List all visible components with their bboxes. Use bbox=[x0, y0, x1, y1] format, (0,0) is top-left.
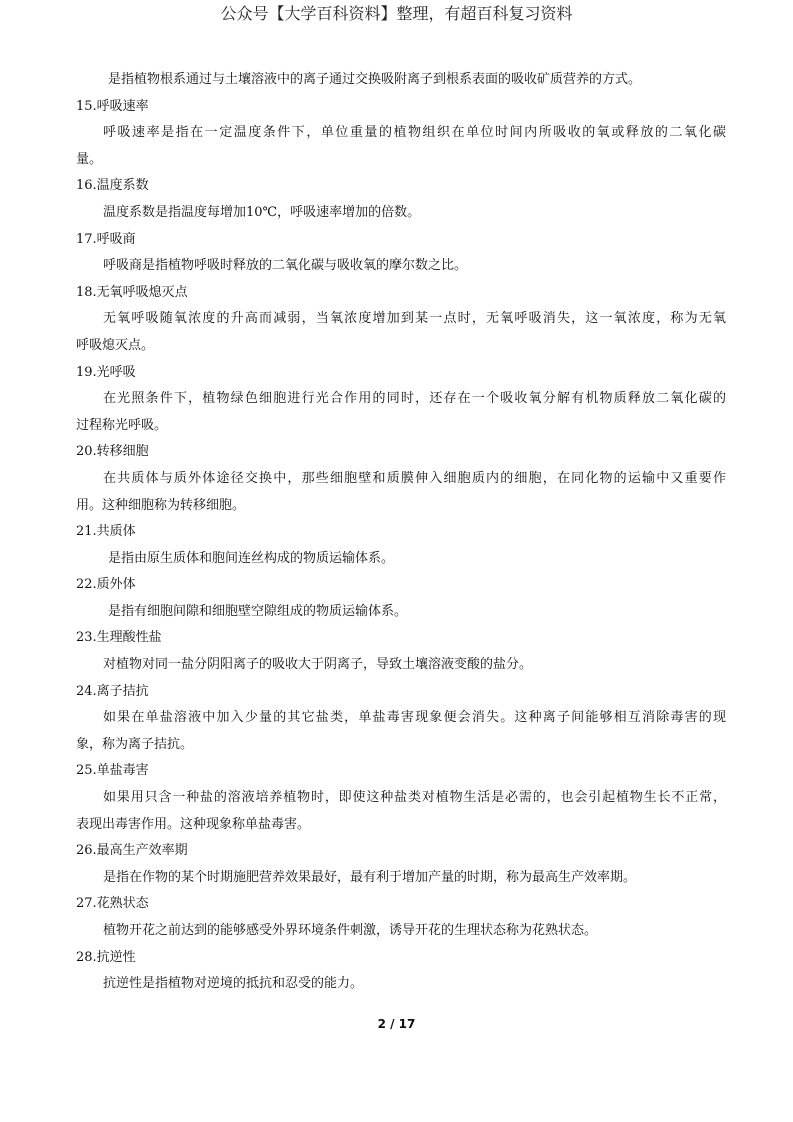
definition-line: 如果用只含一种盐的溶液培养植物时，即使这种盐类对植物生活是必需的，也会引起植物生长不正常， bbox=[103, 790, 726, 806]
term-heading: 18.无氧呼吸熄灭点 bbox=[76, 284, 188, 300]
definition-line: 呼吸速率是指在一定温度条件下，单位重量的植物组织在单位时间内所吸收的氧或释放的二氧化碳 bbox=[103, 125, 726, 141]
term-heading: 21.共质体 bbox=[76, 524, 136, 540]
term-heading: 15.呼吸速率 bbox=[76, 98, 149, 114]
definition-line: 是指在作物的某个时期施肥营养效果最好，最有利于增加产量的时期，称为最高生产效率期。 bbox=[103, 869, 637, 885]
term-heading: 20.转移细胞 bbox=[76, 444, 149, 460]
term-heading: 19.光呼吸 bbox=[76, 364, 136, 380]
term-heading: 16.温度系数 bbox=[76, 178, 149, 194]
definition-line: 是指由原生质体和胞间连丝构成的物质运输体系。 bbox=[108, 550, 395, 566]
term-heading: 23.生理酸性盐 bbox=[76, 630, 162, 646]
definition-line: 在光照条件下，植物绿色细胞进行光合作用的同时，还存在一个吸收氧分解有机物质释放二氧化碳的 bbox=[103, 391, 726, 407]
definition-line: 呼吸商是指植物呼吸时释放的二氧化碳与吸收氧的摩尔数之比。 bbox=[103, 258, 468, 274]
definition-line: 过程称光呼吸。 bbox=[76, 417, 168, 433]
page-header: 公众号【大学百科资料】整理，有超百科复习资料 bbox=[220, 4, 573, 23]
term-heading: 26.最高生产效率期 bbox=[76, 843, 188, 859]
definition-line: 温度系数是指温度每增加10℃，呼吸速率增加的倍数。 bbox=[103, 204, 421, 220]
definition-line: 呼吸熄灭点。 bbox=[76, 337, 155, 353]
definition-line: 抗逆性是指植物对逆境的抵抗和忍受的能力。 bbox=[103, 976, 364, 992]
definition-line: 表现出毒害作用。这种现象称单盐毒害。 bbox=[76, 816, 311, 832]
term-heading: 25.单盐毒害 bbox=[76, 763, 149, 779]
document-body bbox=[76, 67, 726, 998]
definition-line: 植物开花之前达到的能够感受外界环境条件刺激，诱导开花的生理状态称为花熟状态。 bbox=[103, 923, 598, 938]
term-heading: 22.质外体 bbox=[76, 577, 136, 593]
definition-line: 象，称为离子拮抗。 bbox=[76, 736, 194, 752]
definition-line: 量。 bbox=[76, 151, 103, 167]
term-heading: 27.花熟状态 bbox=[76, 896, 149, 912]
term-heading: 24.离子拮抗 bbox=[76, 683, 149, 699]
term-heading: 17.呼吸商 bbox=[76, 231, 136, 247]
definition-line: 如果在单盐溶液中加入少量的其它盐类，单盐毒害现象便会消失。这种离子间能够相互消除毒害的现 bbox=[103, 710, 726, 726]
page-number: 2 / 17 bbox=[377, 1017, 416, 1031]
definition-line: 对植物对同一盐分阴阳离子的吸收大于阴离子，导致土壤溶液变酸的盐分。 bbox=[103, 657, 533, 673]
definition-line: 是指有细胞间隙和细胞壁空隙组成的物质运输体系。 bbox=[108, 603, 408, 619]
definition-line: 无氧呼吸随氧浓度的升高而减弱，当氧浓度增加到某一点时，无氧呼吸消失，这一氧浓度，称为无氧 bbox=[103, 311, 726, 327]
intro-paragraph: 是指植物根系通过与土壤溶液中的离子通过交换吸附离子到根系表面的吸收矿质营养的方式。 bbox=[108, 72, 642, 87]
definition-line: 用。这种细胞称为转移细胞。 bbox=[76, 497, 246, 513]
definition-line: 在共质体与质外体途径交换中，那些细胞壁和质膜伸入细胞质内的细胞，在同化物的运输中又重要作 bbox=[103, 470, 726, 486]
term-heading: 28.抗逆性 bbox=[76, 949, 136, 965]
